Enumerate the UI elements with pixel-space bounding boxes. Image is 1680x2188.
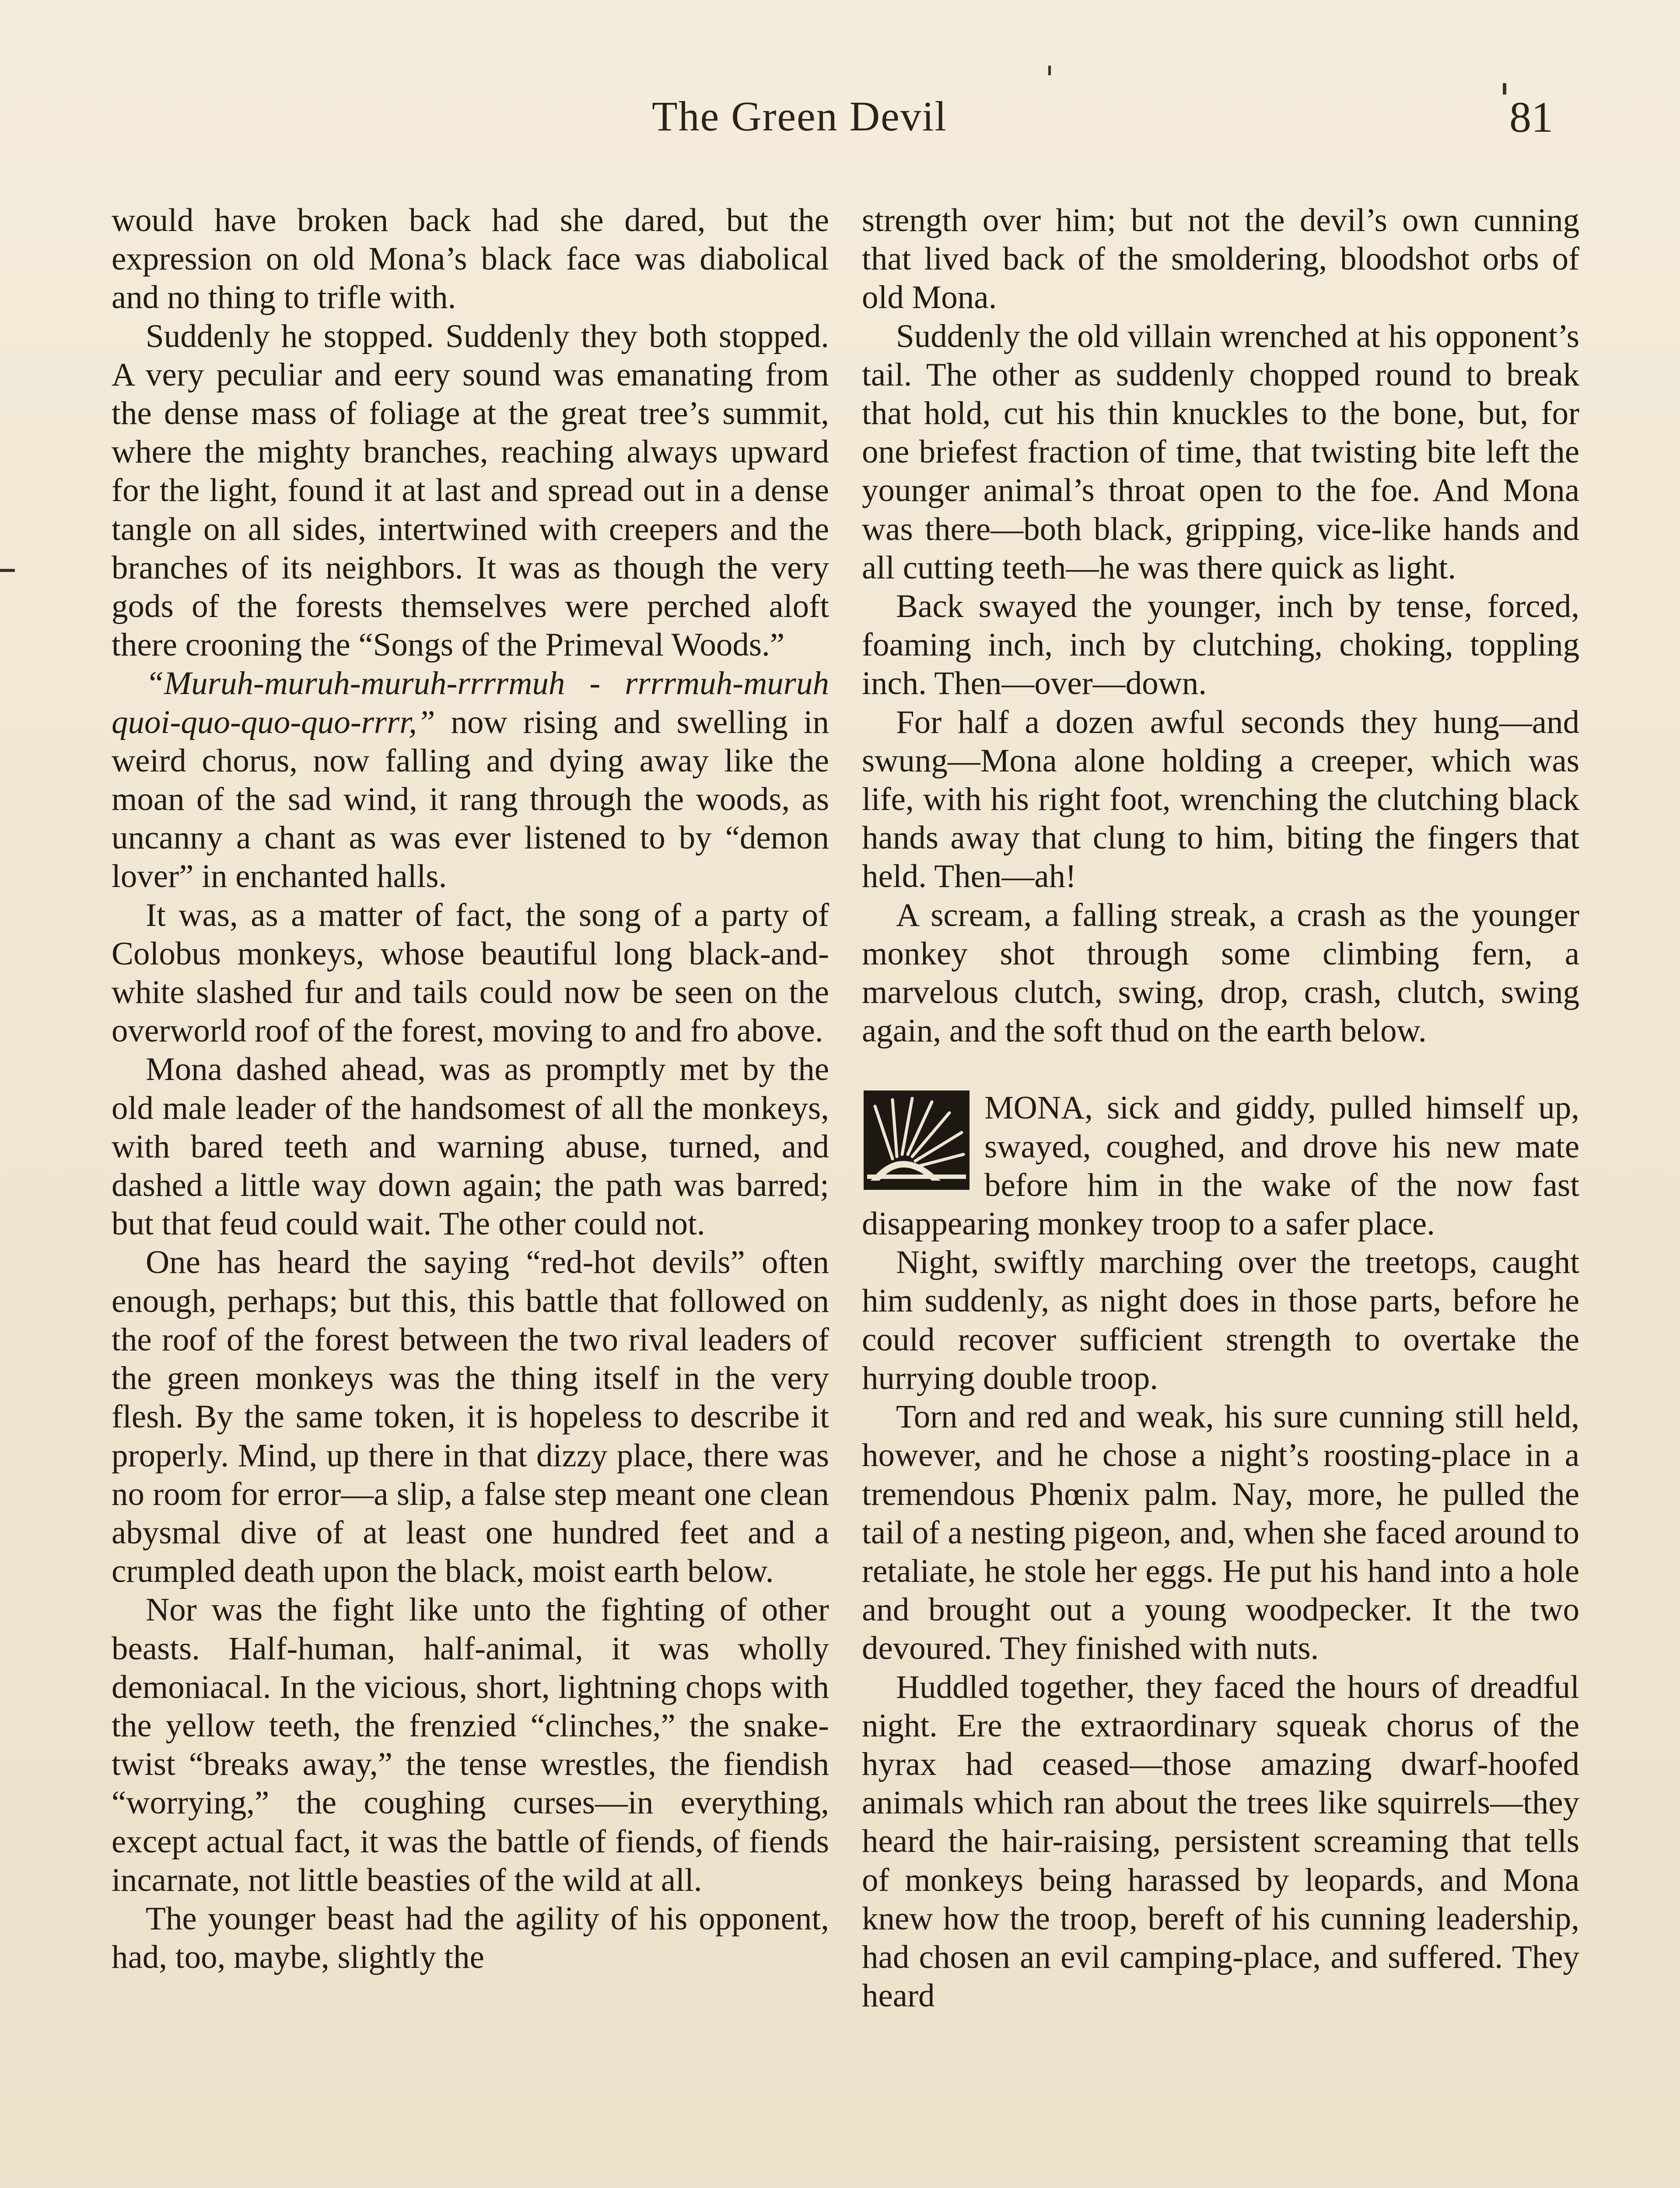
chant-paragraph: [112, 664, 829, 896]
paragraph: For half a dozen awful seconds they hung—and swung—Mona alone holding a creeper, which was life, with his right foot, wrenching the clutching black hands away that clung to him, biting the fingers that held. Then—ah!: [862, 704, 1579, 895]
margin-tick: [0, 569, 15, 572]
paragraph: Torn and red and weak, his sure cunning still held, however, and he chose a night’s roosting-place in a tremendous Phœnix palm. Nay, more, he pulled the tail of a nesting pigeon, and, when she faced around to retaliate, he stole her eggs. He put his hand into a hole and brought out a young woodpecker. It the two devoured. They finished with nuts.: [862, 1399, 1579, 1667]
right-column: [862, 201, 1579, 2188]
paragraph: Suddenly he stopped. Suddenly they both stopped. A very peculiar and eery sound was emanating from the dense mass of foliage at the great tree’s summit, where the mighty branches, reaching always upward for the light, found it at last and spread out in a dense tangle on all sides, intertwined with creepers and the branches of its neighbors. It was as though the very gods of the forests themselves were perched aloft there crooning the “Songs of the Primeval Woods.”: [112, 318, 829, 663]
paragraph: strength over him; but not the devil’s own cunning that lived back of the smoldering, bloodshot orbs of old Mona.: [862, 202, 1579, 316]
paragraph: MONA, sick and giddy, pulled himself up, swayed, coughed, and drove his new mate before him in the wake of the now fast disappearing monkey troop to a safer place.: [862, 1090, 1579, 1242]
sunburst-ornament-icon: [862, 1089, 971, 1192]
paragraph: The younger beast had the agility of his opponent, had, too, maybe, slightly the: [112, 1900, 829, 1976]
chant-continuation: now rising and swelling in weird chorus, now falling and dying away like the moan of the sad wind, it rang through the woods, as uncanny a chant as was ever listened to by “demon lover” in enchanted halls.: [112, 704, 829, 895]
page-number: 81: [1509, 93, 1553, 141]
page-header: [0, 92, 1680, 158]
paragraph: Nor was the fight like unto the fighting of other beasts. Half-human, half-animal, it was wholly demoniacal. In the vicious, short, lightning chops with the yellow teeth, the frenzied “clinches,” the snake-twist “breaks away,” the tense wrestles, the fiendish “worrying,” the coughing curses—in everything, except actual fact, it was the battle of fiends, of fiends incarnate, not little beasties of the wild at all.: [112, 1592, 829, 1898]
paragraph: One has heard the saying “red-hot devils” often enough, perhaps; but this, this battle that followed on the roof of the forest between the two rival leaders of the green monkeys was the thing itself in the very flesh. By the same token, it is hopeless to describe it properly. Mind, up there in that dizzy place, there was no room for error—a slip, a false step meant one clean abysmal dive of at least one hundred feet and a crumpled death upon the black, moist earth below.: [112, 1244, 829, 1590]
paragraph: Suddenly the old villain wrenched at his opponent’s tail. The other as suddenly chopped round to break that hold, cut his thin knuckles to the bone, but, for one briefest fraction of time, that twisting bite left the younger animal’s throat open to the foe. And Mona was there—both black, gripping, vice-like hands and all cutting teeth—he was there quick as light.: [862, 318, 1579, 586]
paragraph: Back swayed the younger, inch by tense, forced, foaming inch, inch by clutching, choking, toppling inch. Then—over—down.: [862, 588, 1579, 702]
paragraph: would have broken back had she dared, but the expression on old Mona’s black face was diabolical and no thing to trifle with.: [112, 202, 829, 316]
paragraph: Mona dashed ahead, was as promptly met by the old male leader of the handsomest of all the monkeys, with bared teeth and warning abuse, turned, and dashed a little way down again; the path was barred; but that feud could wait. The other could not.: [112, 1051, 829, 1242]
chant-italic-text: “Muruh-muruh-muruh-rrrrmuh - rrrrmuh-muruh quoi-quo-quo-quo-rrrr,”: [112, 665, 829, 740]
margin-tick: [1503, 83, 1506, 95]
paragraph: Night, swiftly marching over the treetops, caught him suddenly, as night does in those parts, before he could recover sufficient strength to overtake the hurrying double troop.: [862, 1244, 1579, 1396]
paragraph: A scream, a falling streak, a crash as the younger monkey shot through some climbing fern, a marvelous clutch, swing, drop, crash, clutch, swing again, and the soft thud on the earth below.: [862, 897, 1579, 1049]
margin-tick: [1048, 66, 1051, 75]
paragraph: Huddled together, they faced the hours of dreadful night. Ere the extraordinary squeak chorus of the hyrax had ceased—those amazing dwarf-hoofed animals which ran about the trees like squirrels—they heard the hair-raising, persistent screaming that tells of monkeys being harassed by leopards, and Mona knew how the troop, bereft of his cunning leadership, had chosen an evil camping-place, and suffered. They heard: [862, 1669, 1579, 2014]
left-column: [112, 201, 829, 2188]
paragraph: It was, as a matter of fact, the song of a party of Colobus monkeys, whose beautiful long black-and-white slashed fur and tails could now be seen on the overworld roof of the forest, moving to and fro above.: [112, 897, 829, 1049]
section-opening: [862, 1089, 1579, 1243]
running-title: The Green Devil: [652, 93, 948, 140]
